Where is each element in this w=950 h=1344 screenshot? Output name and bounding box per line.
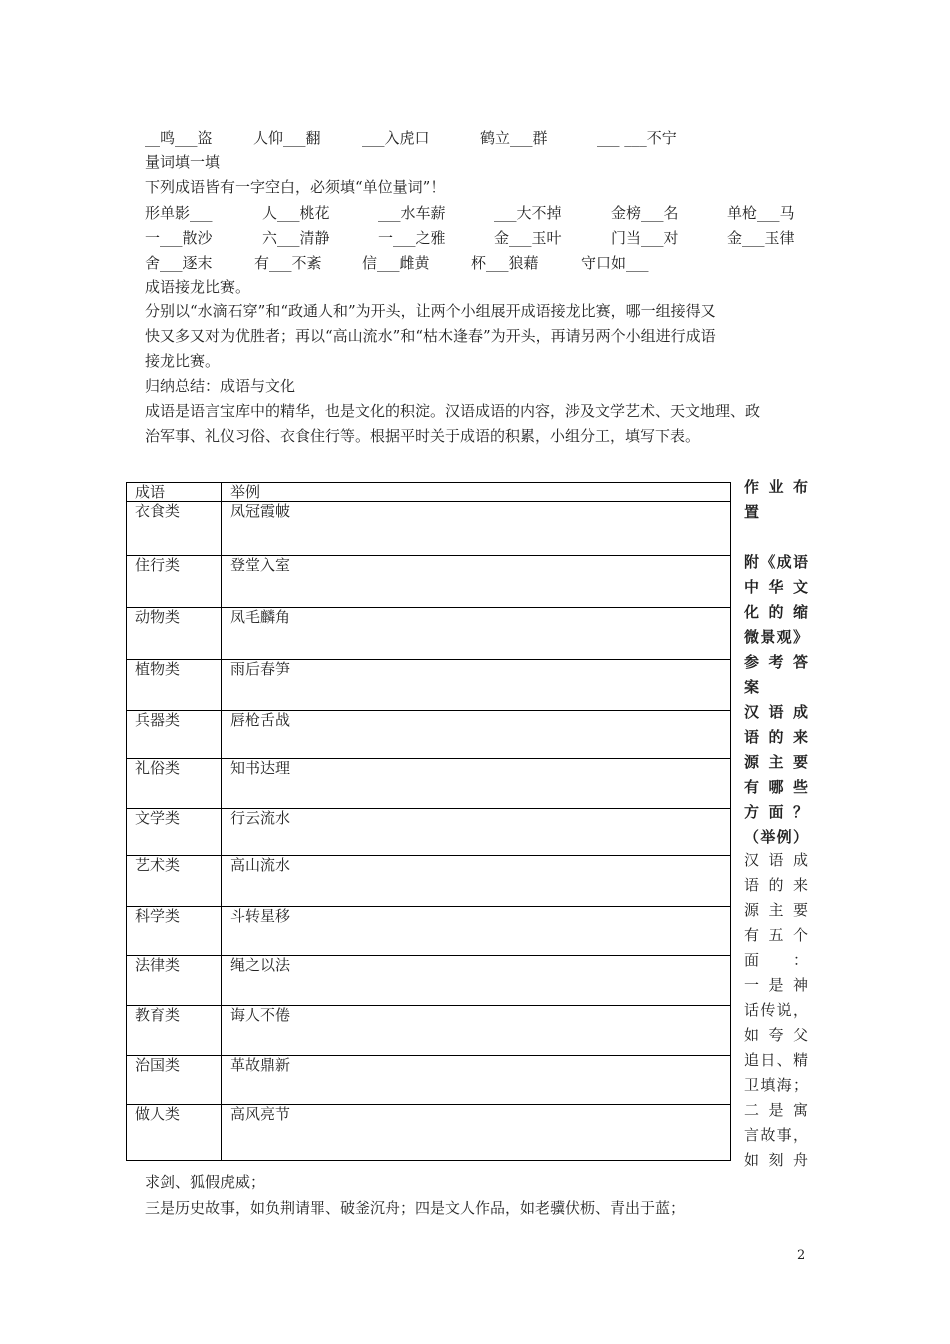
table-row (127, 856, 731, 907)
side-line: 一 是 神 (744, 976, 808, 994)
table-row (127, 1056, 731, 1105)
summary-heading: 归纳总结：成语与文化 (145, 377, 296, 395)
side-line (744, 525, 808, 550)
idiom-blank: 杯___狼藉 (471, 254, 539, 272)
idiom-blank: 门当___对 (611, 229, 679, 247)
category-cell: 科学类 (127, 907, 222, 956)
category-cell: 教育类 (127, 1006, 222, 1056)
table-row (127, 759, 731, 809)
category-cell: 动物类 (127, 608, 222, 660)
header-cell-category: 成语 (127, 483, 222, 502)
example-cell: 登堂入室 (222, 556, 731, 608)
category-cell: 做人类 (127, 1105, 222, 1161)
header-cell-example: 举例 (222, 483, 731, 502)
idiom-blank: 六___清静 (262, 229, 330, 247)
continuation-line: 三是历史故事，如负荆请罪、破釜沉舟；四是文人作品，如老骥伏枥、青出于蓝； (145, 1199, 686, 1217)
idiom-blank: 人仰___翻 (253, 129, 321, 147)
table-row (127, 711, 731, 759)
idiom-blank: 人___桃花 (262, 204, 330, 222)
side-line: （ 举 例 ） (744, 828, 808, 846)
side-line: 语 的 来 (744, 728, 808, 746)
example-cell: 雨后春笋 (222, 660, 731, 711)
table-row (127, 1006, 731, 1056)
heading-jielong: 成语接龙比赛。 (145, 278, 251, 296)
side-line: 置 (744, 503, 760, 521)
example-cell: 绳之以法 (222, 956, 731, 1006)
side-line: 追 日 、 精 (744, 1051, 808, 1069)
idiom-blank: 一___之雅 (378, 229, 446, 247)
example-cell: 凤冠霞帔 (222, 502, 731, 556)
side-line: 语 的 来 (744, 876, 808, 894)
table-header-row (127, 483, 731, 502)
side-line: 有 五 个 (744, 926, 808, 944)
idiom-blank: __鸣___盗 (145, 129, 213, 147)
idiom-blank: 舍___逐末 (145, 254, 213, 272)
side-line: 如 夸 父 (744, 1026, 808, 1044)
idiom-blank: ___大不掉 (494, 204, 562, 222)
category-cell: 文学类 (127, 809, 222, 856)
jielong-paragraph-line: 分别以“水滴石穿”和“政通人和”为开头，让两个小组展开成语接龙比赛，哪一组接得又 (145, 302, 716, 320)
category-cell: 兵器类 (127, 711, 222, 759)
side-line: 汉 语 成 (744, 851, 808, 869)
idiom-blank: 信___雌黄 (362, 254, 430, 272)
side-line: 源 主 要 (744, 901, 808, 919)
idiom-category-table (126, 482, 731, 1161)
summary-paragraph-line: 治军事、礼仪习俗、衣食住行等。根据平时关于成语的积累，小组分工，填写下表。 (145, 427, 701, 445)
table-row (127, 556, 731, 608)
side-line: 源 主 要 (744, 753, 808, 771)
summary-paragraph-line: 成语是语言宝库中的精华，也是文化的积淀。汉语成语的内容，涉及文学艺术、天文地理、政 (145, 402, 761, 420)
table-row (127, 907, 731, 956)
side-line: 方 面 ？ (744, 803, 808, 821)
homework-side-column-bold (744, 475, 808, 850)
idiom-blank: ___水车薪 (378, 204, 446, 222)
instruction-liangci: 下列成语皆有一字空白，必须填“单位量词”！ (145, 178, 446, 196)
side-line: 二 是 寓 (744, 1101, 808, 1119)
idiom-blank: 一___散沙 (145, 229, 213, 247)
table-row (127, 809, 731, 856)
answer-side-column (744, 848, 808, 1173)
page-number: 2 (797, 1248, 806, 1263)
side-line: 参 考 答 (744, 653, 808, 671)
idiom-blank: 鹤立___群 (480, 129, 548, 147)
example-cell: 高风亮节 (222, 1105, 731, 1161)
example-cell: 高山流水 (222, 856, 731, 907)
side-line: 汉 语 成 (744, 703, 808, 721)
example-cell: 革故鼎新 (222, 1056, 731, 1105)
idiom-blank: ___入虎口 (362, 129, 430, 147)
side-line: 作 业 布 (744, 478, 808, 496)
idiom-blank: 有___不紊 (254, 254, 322, 272)
example-cell: 知书达理 (222, 759, 731, 809)
jielong-paragraph-line: 接龙比赛。 (145, 352, 221, 370)
side-line: 附 《 成 语 (744, 553, 808, 571)
table-row (127, 660, 731, 711)
idiom-blank: 单枪___马 (727, 204, 795, 222)
category-cell: 礼俗类 (127, 759, 222, 809)
side-line: 微 景 观 》 (744, 628, 808, 646)
table-row (127, 608, 731, 660)
example-cell: 斗转星移 (222, 907, 731, 956)
category-cell: 艺术类 (127, 856, 222, 907)
idiom-blank: 金___玉叶 (494, 229, 562, 247)
side-line: 面 ： (744, 951, 808, 969)
heading-liangci: 量词填一填 (145, 153, 221, 171)
side-line: 有 哪 些 (744, 778, 808, 796)
example-cell: 凤毛麟角 (222, 608, 731, 660)
idiom-blank: 形单影___ (145, 204, 213, 222)
side-line: 卫 填 海 ； (744, 1076, 808, 1094)
example-cell: 诲人不倦 (222, 1006, 731, 1056)
idiom-blank: 金___玉律 (727, 229, 795, 247)
category-cell: 衣食类 (127, 502, 222, 556)
continuation-line: 求剑、狐假虎威； (145, 1173, 266, 1191)
side-line: 言 故 事 ， (744, 1126, 808, 1144)
category-cell: 治国类 (127, 1056, 222, 1105)
side-line: 中 华 文 (744, 578, 808, 596)
side-line: 话 传 说 ， (744, 1001, 808, 1019)
side-line: 化 的 缩 (744, 603, 808, 621)
example-cell: 唇枪舌战 (222, 711, 731, 759)
side-line: 案 (744, 678, 760, 696)
table-row (127, 502, 731, 556)
side-line: 如 刻 舟 (744, 1151, 808, 1169)
category-cell: 住行类 (127, 556, 222, 608)
jielong-paragraph-line: 快又多又对为优胜者；再以“高山流水”和“枯木逢春”为开头，再请另两个小组进行成语 (145, 327, 716, 345)
idiom-blank: 金榜___名 (611, 204, 679, 222)
category-cell: 法律类 (127, 956, 222, 1006)
idiom-blank: 守口如___ (581, 254, 649, 272)
idiom-blank: ___ ___不宁 (597, 129, 677, 147)
table-row (127, 956, 731, 1006)
example-cell: 行云流水 (222, 809, 731, 856)
category-cell: 植物类 (127, 660, 222, 711)
table-row (127, 1105, 731, 1161)
